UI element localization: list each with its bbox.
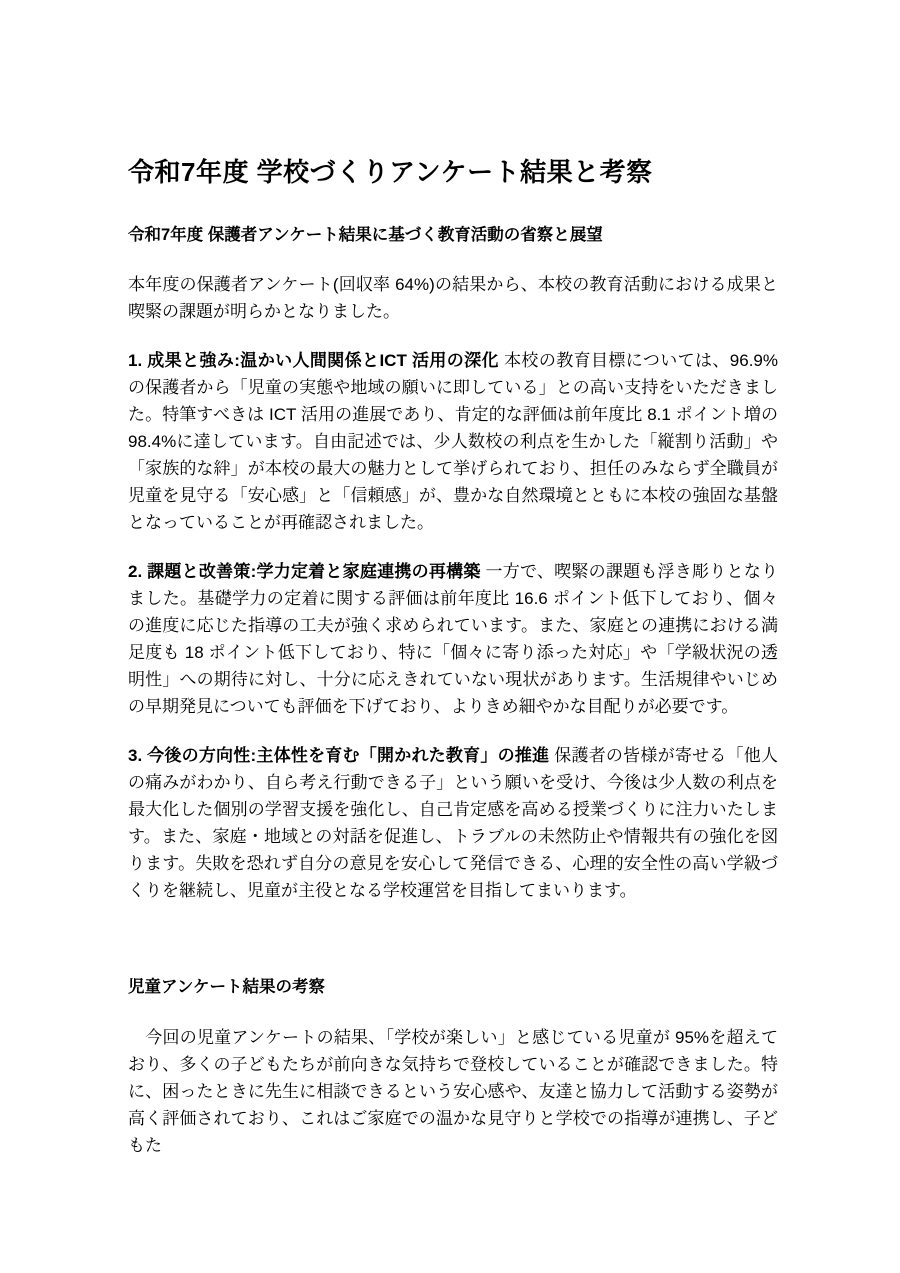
children-survey-heading: 児童アンケート結果の考察 bbox=[128, 978, 326, 996]
section-2-lead: 2. 課題と改善策:学力定着と家庭連携の再構築 bbox=[128, 562, 481, 581]
section-1-body: 本校の教育目標については、96.9%の保護者から「児童の実態や地域の願いに即している」との高い支持をいただきました。特筆すべきは ICT 活用の進展であり、肯定的な評価は前年度比 8.1 ポイント増の 98.4%に達しています。自由記述では、少人数校の利点を生かした「縦割り活動」や「家族的な絆」が本校の最大の魅力として挙げられており、担任のみならず全職員が児童を見守る「安心感」と「信頼感」が、豊かな自然環境とともに本校の強固な基盤となっていることが再確認されました。 bbox=[128, 351, 779, 532]
document-subtitle: 令和7年度 保護者アンケート結果に基づく教育活動の省察と展望 bbox=[128, 226, 603, 244]
section-2-paragraph bbox=[128, 558, 778, 720]
document-title: 令和7年度 学校づくりアンケート結果と考察 bbox=[128, 157, 653, 187]
section-3-paragraph bbox=[128, 742, 778, 904]
intro-paragraph: 本年度の保護者アンケート(回収率 64%)の結果から、本校の教育活動における成果と喫緊の課題が明らかとなりました。 bbox=[128, 275, 778, 321]
section-2-body: 一方で、喫緊の課題も浮き彫りとなりました。基礎学力の定着に関する評価は前年度比 16.6 ポイント低下しており、個々の進度に応じた指導の工夫が強く求められています。また、家庭との連携における満足度も 18 ポイント低下しており、特に「個々に寄り添った対応」や「学級状況の透明性」への期待に対し、十分に応えきれていない現状があります。生活規律やいじめの早期発見についても評価を下げており、よりきめ細やかな目配りが必要です。 bbox=[128, 562, 778, 716]
section-1-paragraph bbox=[128, 347, 778, 536]
section-3-body: 保護者の皆様が寄せる「他人の痛みがわかり、自ら考え行動できる子」という願いを受け、今後は少人数の利点を最大化した個別の学習支援を強化し、自己肯定感を高める授業づくりに注力いたします。また、家庭・地域との対話を促進し、トラブルの未然防止や情報共有の強化を図ります。失敗を恐れず自分の意見を安心して発信できる、心理的安全性の高い学級づくりを継続し、児童が主役となる学校運営を目指してまいります。 bbox=[128, 746, 778, 900]
children-survey-paragraph: 今回の児童アンケートの結果、「学校が楽しい」と感じている児童が 95%を超えており、多くの子どもたちが前向きな気持ちで登校していることが確認できました。特に、困ったときに先生に相談できるという安心感や、友達と協力して活動する姿勢が高く評価されており、これはご家庭での温かな見守りと学校での指導が連携し、子どもた bbox=[128, 1028, 778, 1155]
section-3-lead: 3. 今後の方向性:主体性を育む「開かれた教育」の推進 bbox=[128, 746, 550, 765]
document-content bbox=[128, 153, 778, 1159]
section-1-lead: 1. 成果と強み:温かい人間関係とICT 活用の深化 bbox=[128, 351, 499, 370]
